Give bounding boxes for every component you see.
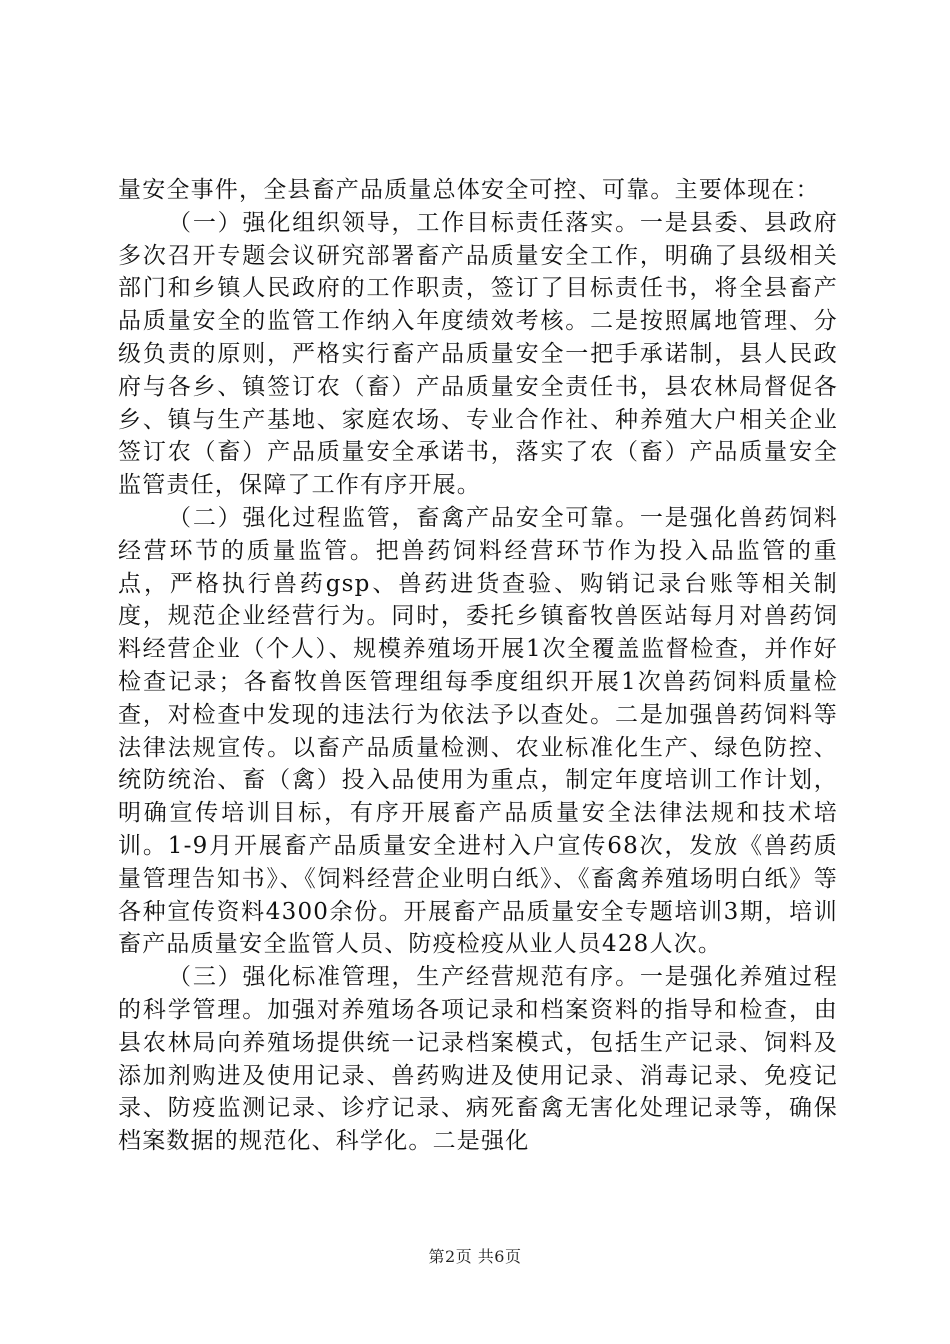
paragraph-section-2: （二）强化过程监管，畜禽产品安全可靠。一是强化兽药饲料经营环节的质量监管。把兽药饲料经营环节作为投入品监管的重点，严格执行兽药gsp、兽药进货查验、购销记录台账等相关制度，规范企业经营行为。同时，委托乡镇畜牧兽医站每月对兽药饲料经营企业（个人）、规模养殖场开展1次全覆盖监督检查，并作好检查记录；各畜牧兽医管理组每季度组织开展1次兽药饲料质量检查，对检查中发现的违法行为依法予以查处。二是加强兽药饲料等法律法规宣传。以畜产品质量检测、农业标准化生产、绿色防控、统防统治、畜（禽）投入品使用为重点，制定年度培训工作计划，明确宣传培训目标，有序开展畜产品质量安全法律法规和技术培训。1-9月开展畜产品质量安全进村入户宣传68次，发放《兽药质量管理告知书》、《饲料经营企业明白纸》、《畜禽养殖场明白纸》等各种宣传资料4300余份。开展畜产品质量安全专题培训3期，培训畜产品质量安全监管人员、防疫检疫从业人员428人次。 <box>118 504 838 958</box>
document-body <box>118 174 838 1158</box>
paragraph-continuation: 量安全事件，全县畜产品质量总体安全可控、可靠。主要体现在： <box>118 177 820 203</box>
page-number-footer: 第2页 共6页 <box>428 1247 522 1266</box>
paragraph-section-3: （三）强化标准管理，生产经营规范有序。一是强化养殖过程的科学管理。加强对养殖场各项记录和档案资料的指导和检查，由县农林局向养殖场提供统一记录档案模式，包括生产记录、饲料及添加剂购进及使用记录、兽药购进及使用记录、消毒记录、免疫记录、防疫监测记录、诊疗记录、病死畜禽无害化处理记录等，确保档案数据的规范化、科学化。二是强化 <box>118 964 838 1155</box>
paragraph-section-1: （一）强化组织领导，工作目标责任落实。一是县委、县政府多次召开专题会议研究部署畜产品质量安全工作，明确了县级相关部门和乡镇人民政府的工作职责，签订了目标责任书，将全县畜产品质量安全的监管工作纳入年度绩效考核。二是按照属地管理、分级负责的原则，严格实行畜产品质量安全一把手承诺制，县人民政府与各乡、镇签订农（畜）产品质量安全责任书，县农林局督促各乡、镇与生产基地、家庭农场、专业合作社、种养殖大户相关企业签订农（畜）产品质量安全承诺书，落实了农（畜）产品质量安全监管责任，保障了工作有序开展。 <box>118 209 838 499</box>
